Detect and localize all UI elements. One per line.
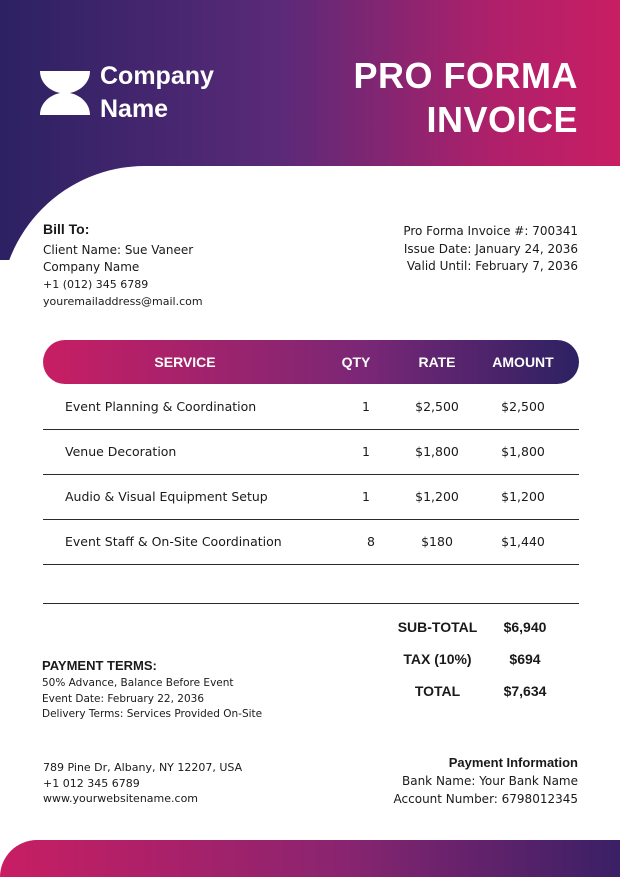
subtotal-value: $6,940 bbox=[503, 619, 547, 635]
item-qty: 1 bbox=[362, 489, 370, 504]
company-address: 789 Pine Dr, Albany, NY 12207, USA bbox=[43, 761, 243, 774]
client-phone: +1 (012) 345 6789 bbox=[43, 278, 149, 291]
item-amount: $2,500 bbox=[501, 399, 545, 414]
payment-information-heading: Payment Information bbox=[448, 755, 578, 770]
item-rate: $180 bbox=[421, 534, 453, 549]
item-amount: $1,440 bbox=[501, 534, 545, 549]
company-phone: +1 012 345 6789 bbox=[43, 776, 140, 790]
subtotal-row bbox=[380, 614, 580, 646]
totals-section bbox=[380, 614, 580, 710]
company-name-line2: Name bbox=[100, 95, 169, 123]
terms-delivery: Delivery Terms: Services Provided On-Site bbox=[42, 708, 263, 720]
hourglass-logo-icon bbox=[40, 71, 90, 115]
company-contact bbox=[43, 760, 303, 807]
payment-information bbox=[318, 753, 578, 808]
item-qty: 1 bbox=[362, 399, 370, 414]
company-name bbox=[100, 60, 280, 126]
company-name-line1: Company bbox=[100, 62, 214, 90]
item-service: Audio & Visual Equipment Setup bbox=[65, 489, 268, 504]
company-website: www.yourwebsitename.com bbox=[43, 792, 199, 805]
column-header-qty: QTY bbox=[341, 354, 371, 370]
terms-event-date: Event Date: February 22, 2036 bbox=[42, 692, 205, 705]
item-amount: $1,200 bbox=[501, 489, 545, 504]
valid-until: Valid Until: February 7, 2036 bbox=[406, 259, 578, 273]
item-service: Venue Decoration bbox=[65, 444, 177, 459]
item-qty: 1 bbox=[362, 444, 370, 459]
total-value: $7,634 bbox=[503, 683, 547, 699]
item-qty: 8 bbox=[367, 534, 375, 549]
invoice-number: Pro Forma Invoice #: 700341 bbox=[403, 224, 578, 238]
bill-to-heading: Bill To: bbox=[43, 221, 90, 237]
payment-terms bbox=[42, 657, 322, 723]
issue-date: Issue Date: January 24, 2036 bbox=[403, 241, 578, 256]
item-service: Event Planning & Coordination bbox=[65, 399, 257, 414]
invoice-meta bbox=[318, 223, 578, 276]
terms-advance: 50% Advance, Balance Before Event bbox=[42, 677, 234, 689]
account-number: Account Number: 6798012345 bbox=[393, 791, 578, 806]
column-header-amount: AMOUNT bbox=[492, 354, 554, 370]
footer-bar bbox=[0, 840, 620, 877]
line-items bbox=[43, 385, 579, 565]
item-service: Event Staff & On-Site Coordination bbox=[65, 534, 282, 549]
item-amount: $1,800 bbox=[501, 444, 545, 459]
bank-name: Bank Name: Your Bank Name bbox=[401, 774, 578, 788]
table-row bbox=[43, 520, 579, 565]
column-header-rate: RATE bbox=[418, 354, 456, 370]
item-rate: $1,800 bbox=[415, 444, 459, 459]
table-row bbox=[43, 385, 579, 430]
bill-to-section bbox=[43, 220, 283, 310]
table-header bbox=[43, 340, 579, 384]
item-rate: $2,500 bbox=[415, 399, 459, 414]
table-row bbox=[43, 475, 579, 520]
item-rate: $1,200 bbox=[415, 489, 459, 504]
payment-terms-heading: PAYMENT TERMS: bbox=[42, 658, 157, 673]
tax-value: $694 bbox=[509, 651, 541, 667]
total-label: TOTAL bbox=[414, 683, 461, 699]
table-row bbox=[43, 430, 579, 475]
title-line2: INVOICE bbox=[426, 99, 578, 140]
total-row bbox=[380, 678, 580, 710]
title-line1: PRO FORMA bbox=[353, 55, 578, 96]
totals-divider bbox=[43, 603, 579, 604]
tax-label: TAX (10%) bbox=[403, 651, 472, 667]
client-name: Client Name: Sue Vaneer bbox=[43, 243, 194, 257]
document-title bbox=[278, 54, 578, 142]
client-email: youremailaddress@mail.com bbox=[43, 295, 203, 308]
subtotal-label: SUB-TOTAL bbox=[397, 619, 478, 635]
client-company: Company Name bbox=[43, 260, 140, 274]
tax-row bbox=[380, 646, 580, 678]
column-header-service: SERVICE bbox=[154, 354, 216, 370]
